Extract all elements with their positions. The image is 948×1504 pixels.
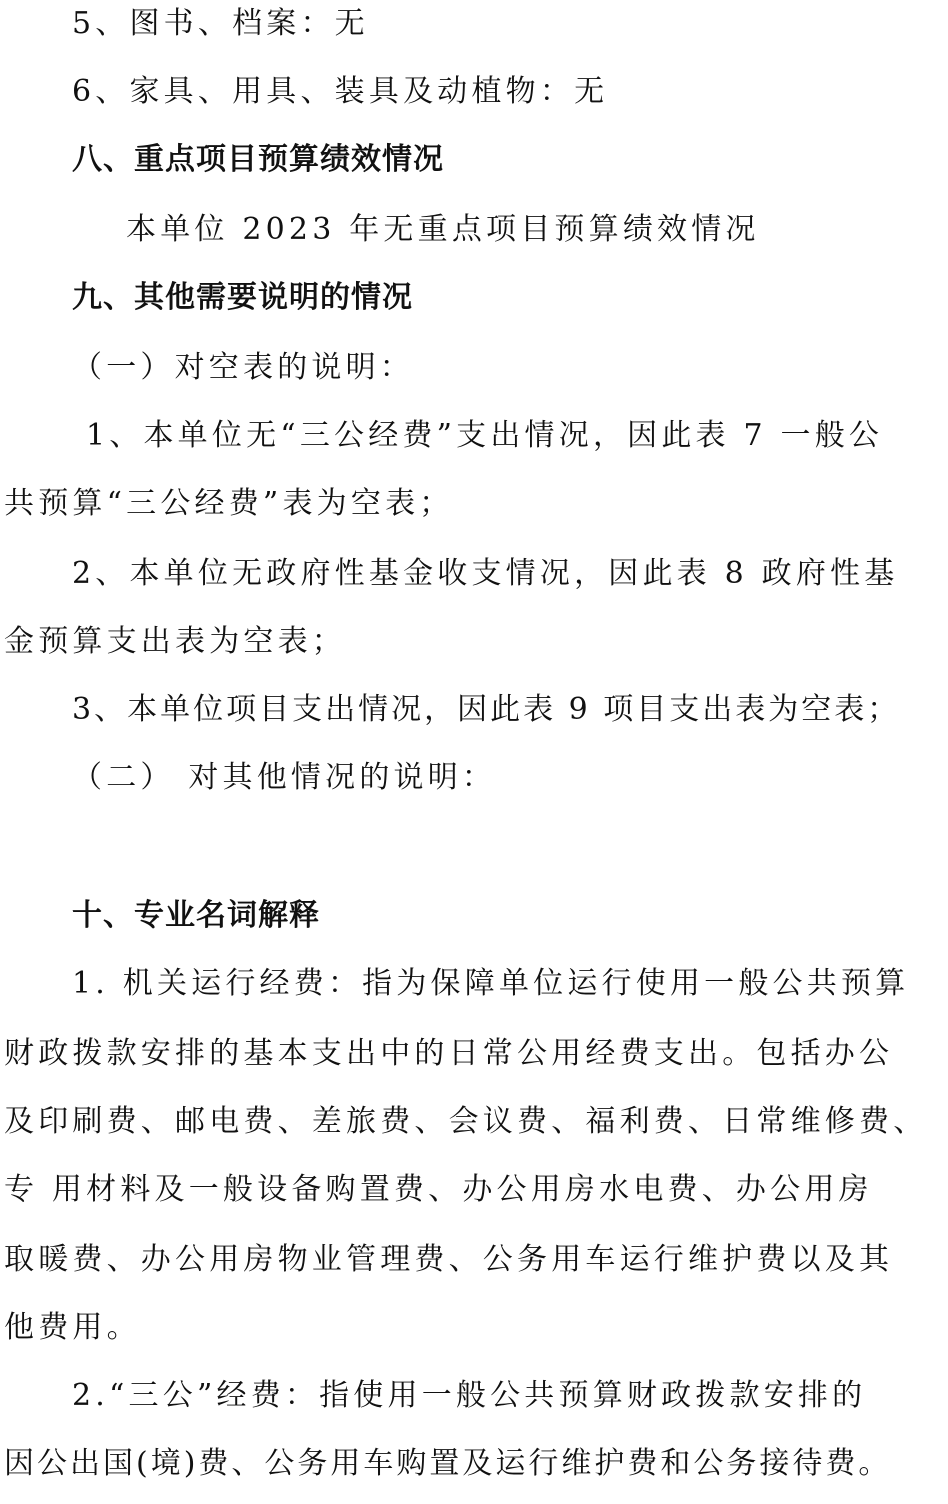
text-line-def-1c: 及印刷费、邮电费、差旅费、会议费、福利费、日常维修费、 <box>4 1104 928 1139</box>
text-line-def-1f: 他费用。 <box>4 1310 141 1345</box>
text-line-def-2a: 2.“三公”经费：指使用一般公共预算财政拨款安排的 <box>72 1378 867 1413</box>
text-line-item-1a: 1、本单位无“三公经费”支出情况，因此表 7 一般公 <box>86 418 884 453</box>
text-line-item-2b: 金预算支出表为空表； <box>4 624 346 659</box>
text-line-def-2b: 因公出国(境)费、公务用车购置及运行维护费和公务接待费。 <box>4 1446 892 1481</box>
text-line-furniture: 6、家具、用具、装具及动植物：无 <box>72 74 609 109</box>
text-line-no-key-project: 本单位 2023 年无重点项目预算绩效情况 <box>126 212 760 247</box>
text-line-item-1b: 共预算“三公经费”表为空表； <box>4 486 454 521</box>
text-line-def-1b: 财政拨款安排的基本支出中的日常公用经费支出。包括办公 <box>4 1036 894 1071</box>
text-line-item-3: 3、本单位项目支出情况，因此表 9 项目支出表为空表； <box>72 692 901 727</box>
subsection-heading-other: （二） 对其他情况的说明： <box>72 760 497 795</box>
section-heading-10: 十、专业名词解释 <box>72 898 320 933</box>
text-line-def-1a: 1. 机关运行经费：指为保障单位运行使用一般公共预算 <box>72 966 910 1001</box>
section-heading-8: 八、重点项目预算绩效情况 <box>72 142 444 177</box>
text-line-def-1e: 取暖费、办公用房物业管理费、公务用车运行维护费以及其 <box>4 1242 894 1277</box>
text-line-books-archives: 5、图书、档案：无 <box>72 6 369 41</box>
section-heading-9: 九、其他需要说明的情况 <box>72 280 413 315</box>
subsection-heading-empty-tables: （一）对空表的说明： <box>72 350 414 385</box>
text-line-item-2a: 2、本单位无政府性基金收支情况，因此表 8 政府性基 <box>72 556 899 591</box>
text-line-def-1d: 专 用材料及一般设备购置费、办公用房水电费、办公用房 <box>4 1172 873 1207</box>
